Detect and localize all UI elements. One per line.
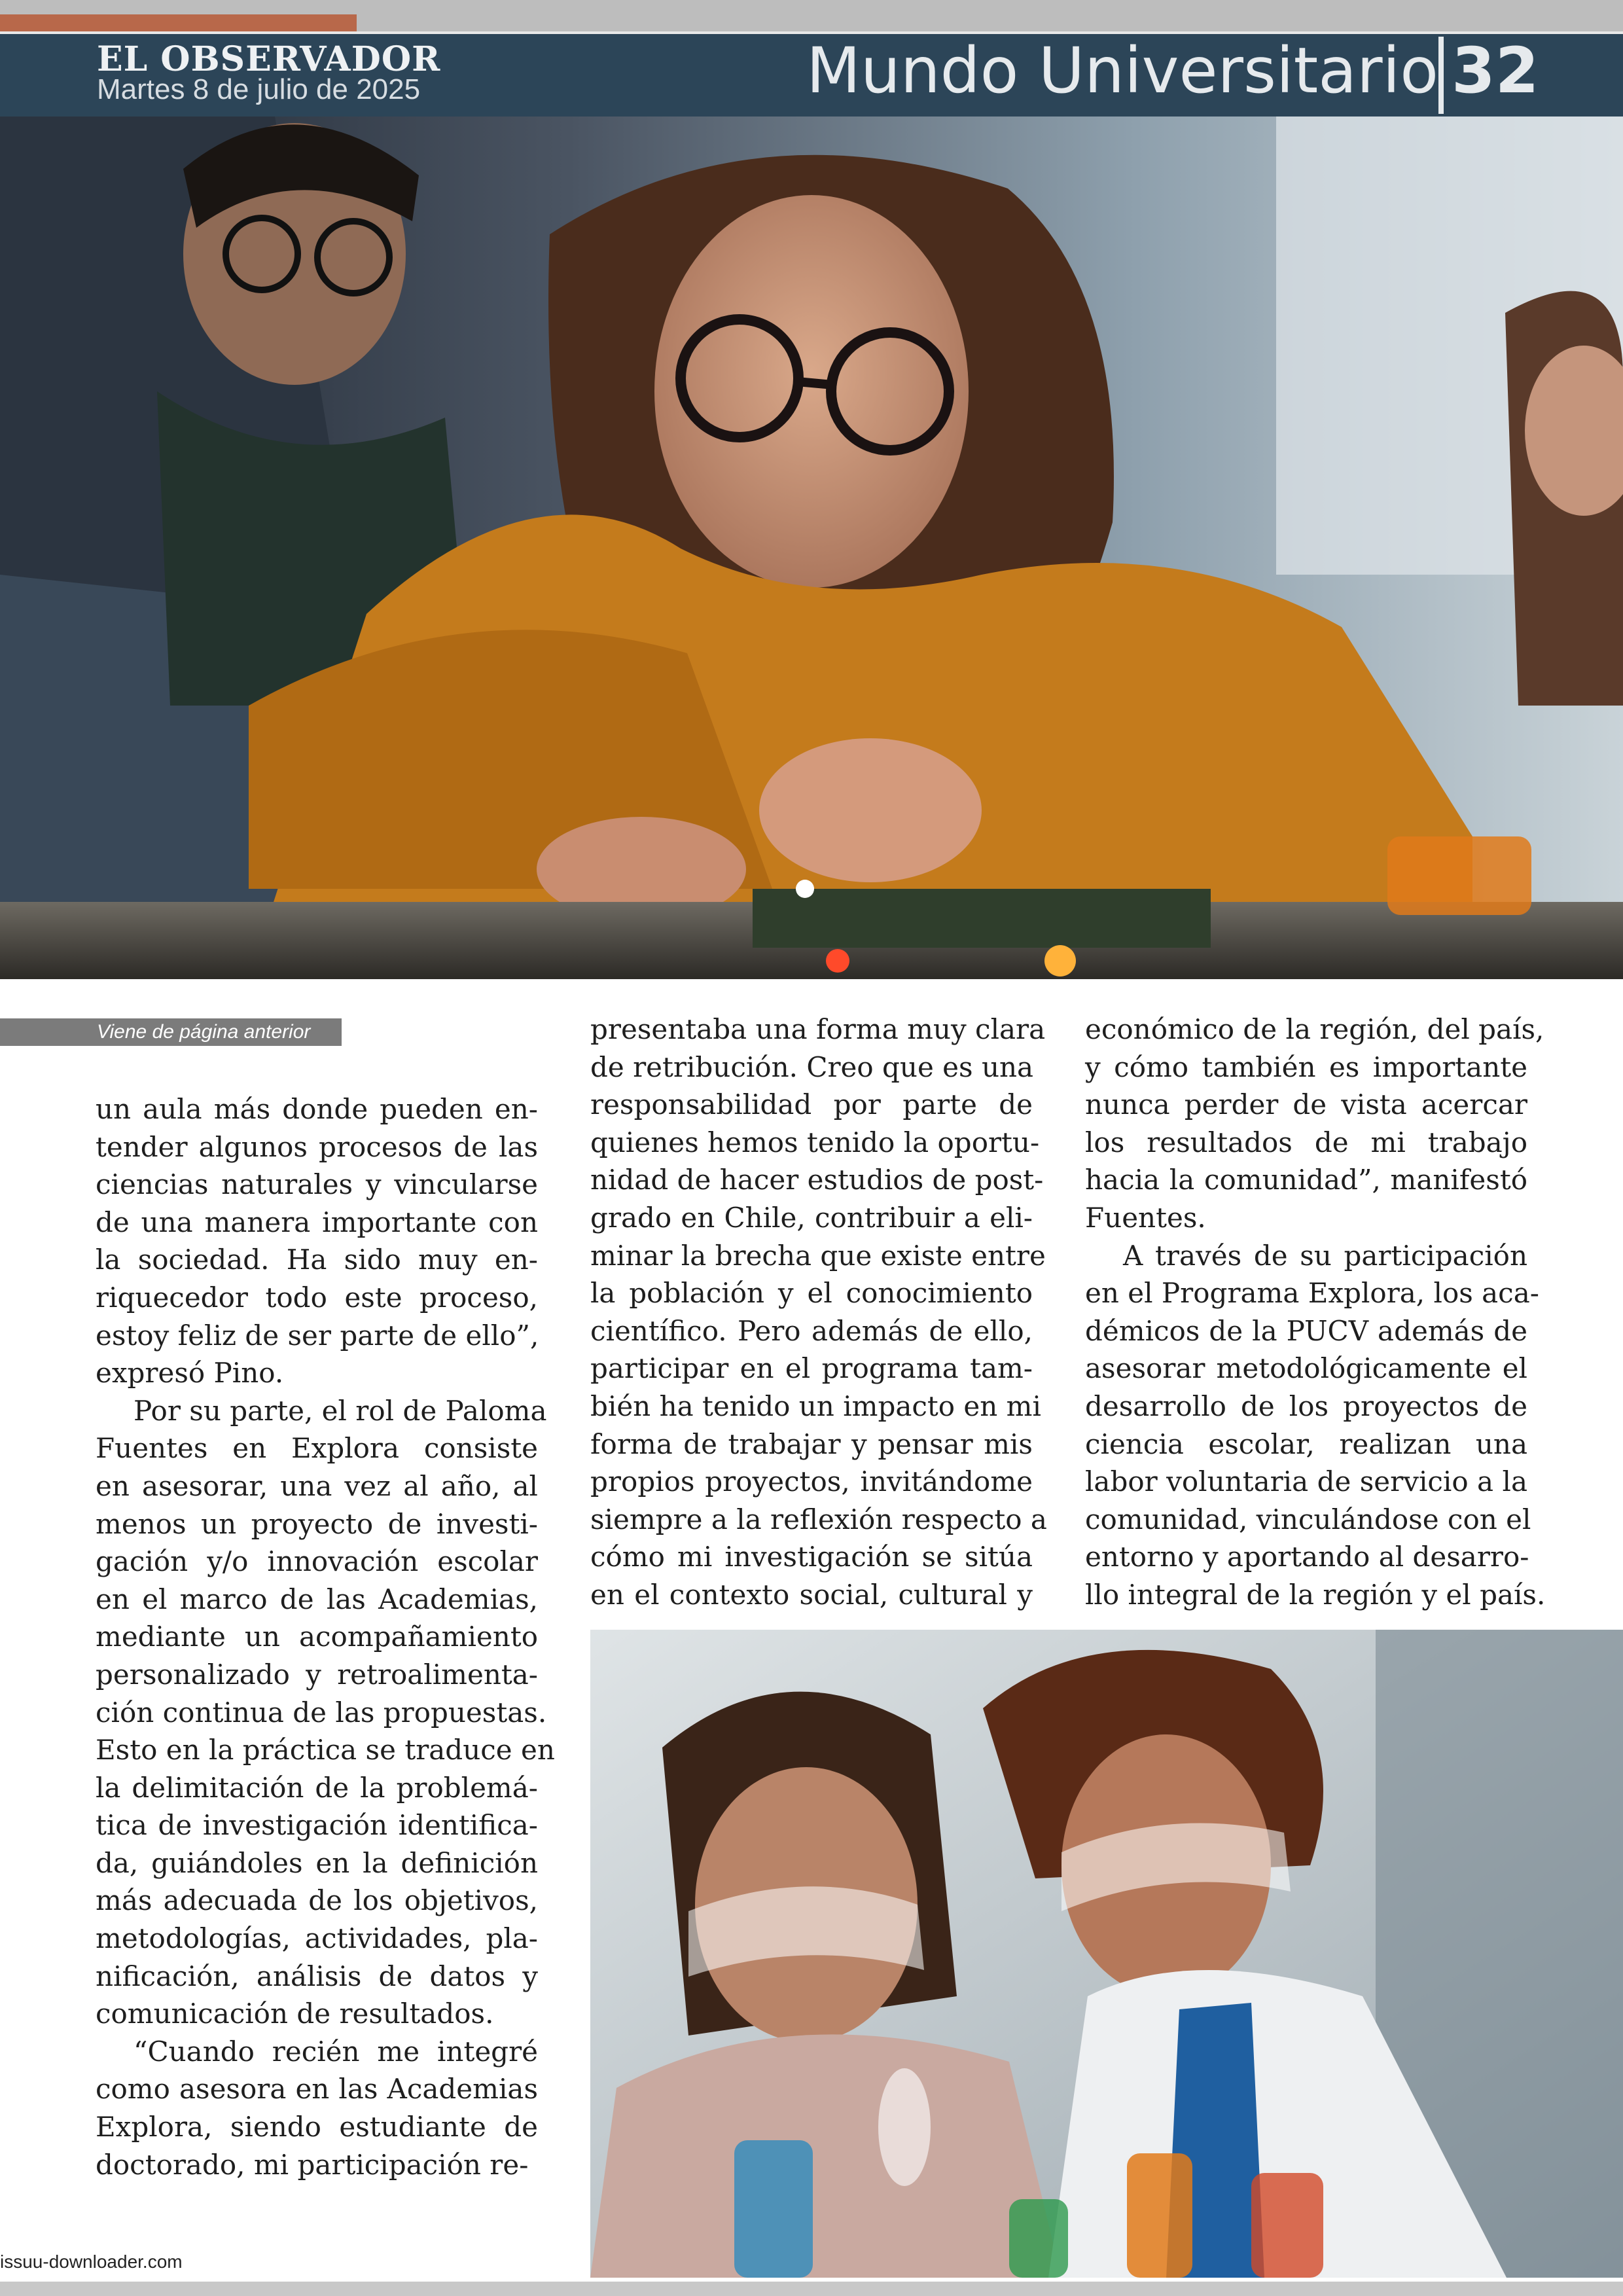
article-line: tica de investigación identifica- — [96, 1809, 538, 1842]
article-line: bién ha tenido un impacto en mi — [590, 1390, 1041, 1422]
article-line: nidad de hacer estudios de post- — [590, 1164, 1044, 1196]
article-line: llo integral de la región y el país. — [1085, 1578, 1546, 1611]
article-line: un aula más donde pueden en- — [96, 1093, 538, 1125]
article-line: la sociedad. Ha sido muy en- — [96, 1244, 538, 1276]
article-line: ciencias naturales y vincularse — [96, 1168, 538, 1201]
lab-photo — [590, 1630, 1623, 2278]
article-line: siempre a la reflexión respecto a — [590, 1503, 1047, 1535]
article-line: entorno y aportando al desarro- — [1085, 1541, 1529, 1573]
article-line: estoy feliz de ser parte de ello”, — [96, 1319, 539, 1352]
article-column-3 — [1085, 1011, 1546, 1614]
article-line: comunidad, vinculándose con el — [1085, 1503, 1531, 1535]
article-line: cómo mi investigación se sitúa — [590, 1541, 1033, 1573]
article-line: desarrollo de los proyectos de — [1085, 1390, 1527, 1422]
article-line: de una manera importante con — [96, 1206, 538, 1238]
article-line: asesorar metodológicamente el — [1085, 1352, 1527, 1385]
article-line: mediante un acompañamiento — [96, 1621, 538, 1653]
article-line: de retribución. Creo que es una — [590, 1050, 1034, 1083]
article-line: Por su parte, el rol de Paloma — [134, 1394, 547, 1427]
article-line: hacia la comunidad”, manifestó — [1085, 1164, 1527, 1196]
article-line: gación y/o innovación escolar — [96, 1545, 538, 1578]
article-line: minar la brecha que existe entre — [590, 1239, 1046, 1272]
section-title: Mundo Universitario — [806, 34, 1438, 107]
publication-date: Martes 8 de julio de 2025 — [97, 73, 421, 105]
article-column-1 — [96, 1090, 555, 2183]
article-line: presentaba una forma muy clara — [590, 1013, 1046, 1045]
article-line: más adecuada de los objetivos, — [96, 1884, 538, 1917]
page-number: 32 — [1452, 34, 1539, 107]
watermark: issuu-downloader.com — [0, 2251, 183, 2272]
article-line: labor voluntaria de servicio a la — [1085, 1465, 1527, 1498]
article-line: metodologías, actividades, pla- — [96, 1922, 538, 1955]
article-line: científico. Pero además de ello, — [590, 1314, 1033, 1347]
article-line: los resultados de mi trabajo — [1085, 1126, 1527, 1158]
article-line: riquecedor todo este proceso, — [96, 1281, 538, 1314]
bottom-gray-strip — [0, 2282, 1623, 2296]
article-line: tender algunos procesos de las — [96, 1130, 538, 1163]
article-line: y cómo también es importante — [1085, 1050, 1527, 1083]
article-line: forma de trabajar y pensar mis — [590, 1427, 1033, 1460]
top-accent-bar — [0, 14, 357, 31]
article-line: la población y el conocimiento — [590, 1277, 1033, 1310]
article-line: responsabilidad por parte de — [590, 1088, 1033, 1121]
header-divider — [1438, 37, 1444, 114]
article-line: démicos de la PUCV además de — [1085, 1314, 1527, 1347]
publication-name: EL OBSERVADOR — [97, 39, 441, 79]
article-line: económico de la región, del país, — [1085, 1013, 1544, 1045]
article-line: A través de su participación — [1123, 1239, 1527, 1272]
article-line: como asesora en las Academias — [96, 2073, 538, 2106]
article-line: Fuentes en Explora consiste — [96, 1432, 538, 1465]
article-line: ciencia escolar, realizan una — [1085, 1427, 1527, 1460]
article-line: da, guiándoles en la definición — [96, 1846, 538, 1879]
article-column-2 — [590, 1011, 1047, 1614]
article-line: propios proyectos, invitándome — [590, 1465, 1033, 1498]
article-line: en el Programa Explora, los aca- — [1085, 1277, 1539, 1310]
article-line: doctorado, mi participación re- — [96, 2148, 529, 2181]
article-line: grado en Chile, contribuir a eli- — [590, 1201, 1033, 1234]
article-line: nunca perder de vista acercar — [1085, 1088, 1527, 1121]
article-line: en el marco de las Academias, — [96, 1583, 538, 1615]
article-line: “Cuando recién me integré — [134, 2035, 538, 2068]
article-line: expresó Pino. — [96, 1357, 284, 1390]
article-line: personalizado y retroalimenta- — [96, 1658, 538, 1691]
hero-photo — [0, 117, 1623, 979]
article-line: en el contexto social, cultural y — [590, 1578, 1033, 1611]
continued-label-text: Viene de página anterior — [97, 1021, 311, 1043]
article-line: ción continua de las propuestas. — [96, 1696, 547, 1729]
article-line: en asesorar, una vez al año, al — [96, 1469, 538, 1502]
article-line: Esto en la práctica se traduce en — [96, 1734, 555, 1767]
article-line: quienes hemos tenido la oportu- — [590, 1126, 1040, 1158]
article-line: Explora, siendo estudiante de — [96, 2111, 538, 2144]
article-line: la delimitación de la problemá- — [96, 1771, 538, 1804]
article-line: Fuentes. — [1085, 1201, 1206, 1234]
article-line: participar en el programa tam- — [590, 1352, 1033, 1385]
article-line: nificación, análisis de datos y — [96, 1960, 538, 1992]
article-line: comunicación de resultados. — [96, 1998, 494, 2030]
article-line: menos un proyecto de investi- — [96, 1507, 538, 1540]
